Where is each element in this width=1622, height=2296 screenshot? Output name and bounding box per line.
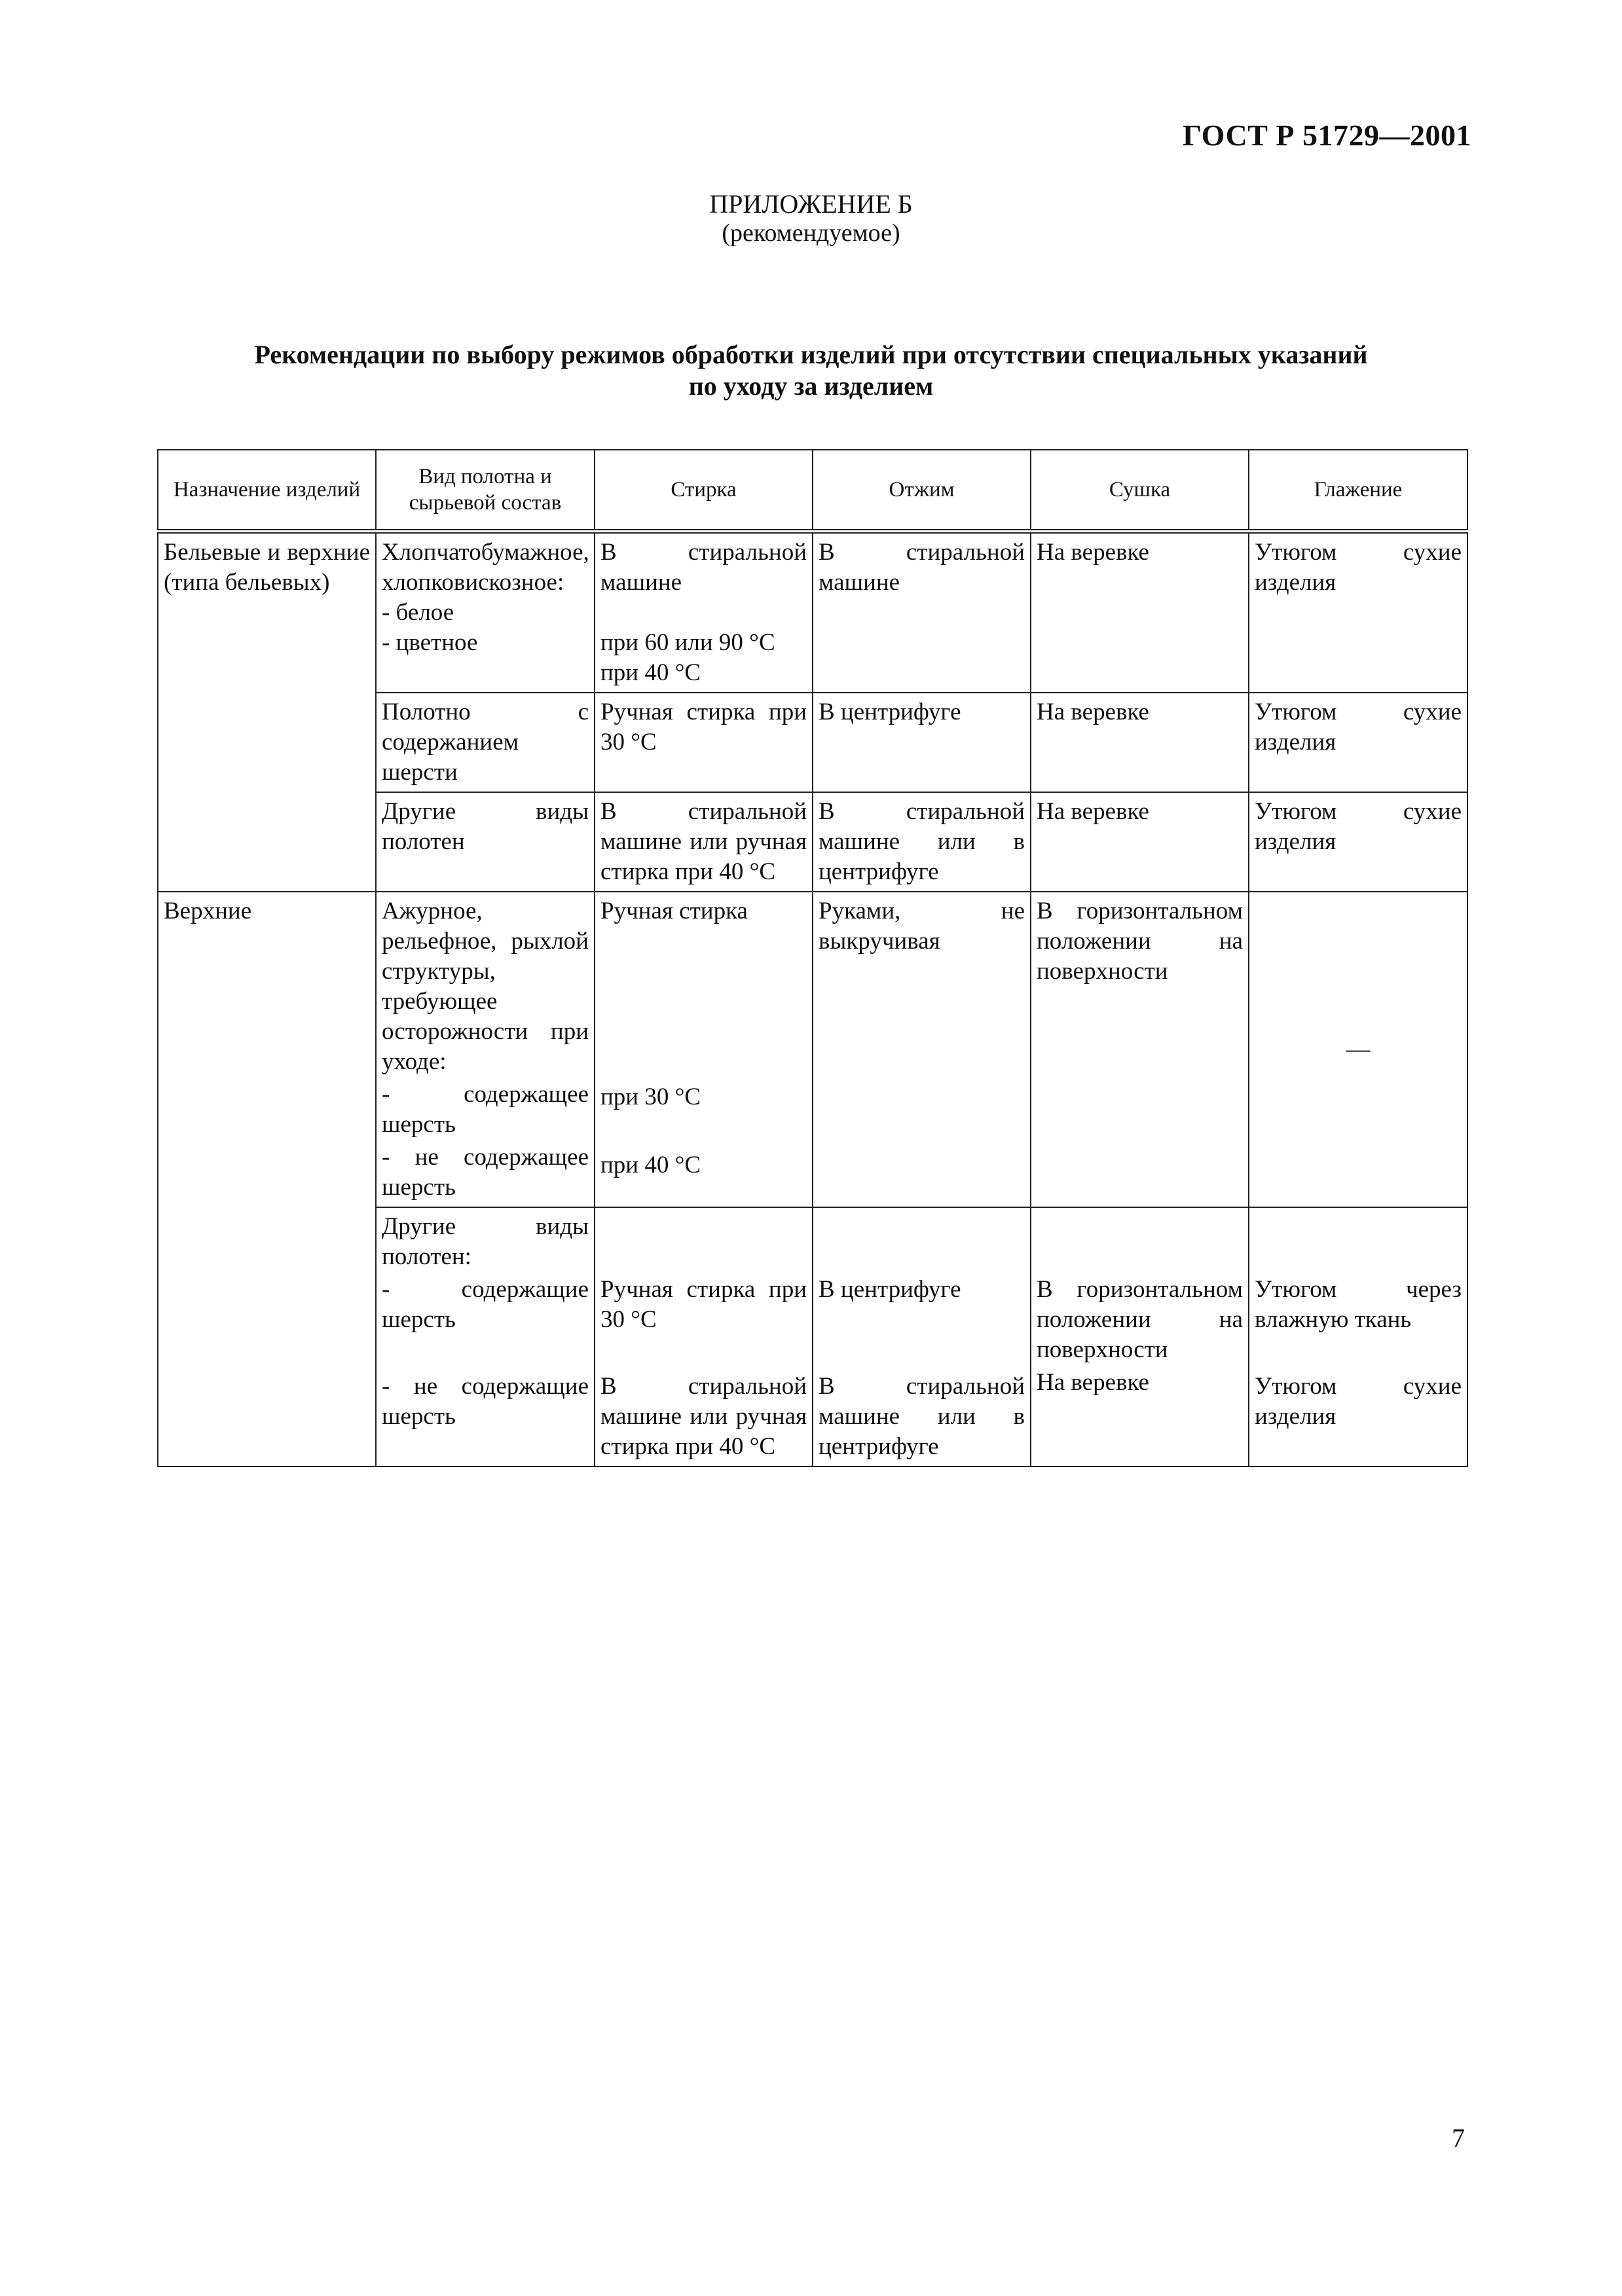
fabric-subitem: - цветное <box>382 629 478 656</box>
drying-cell: На веревке <box>1031 693 1249 792</box>
washing-cell <box>595 532 813 693</box>
drying-cell: В горизонтальном положении на поверхности <box>1031 892 1249 1207</box>
fabric-subitem: - содержащие шерсть <box>382 1276 589 1333</box>
washing-cell <box>595 892 813 1207</box>
ironing-cell: Утюгом сухие изделия <box>1249 532 1467 693</box>
ironing-cell <box>1249 1207 1467 1467</box>
washing-cell <box>595 1207 813 1467</box>
spinning-cell: В стиральной машине или в центрифуге <box>813 792 1031 892</box>
document-title <box>157 339 1465 402</box>
table-row <box>158 532 1467 693</box>
page-number: 7 <box>1452 2123 1465 2153</box>
fabric-cell <box>376 892 595 1207</box>
fabric-cell <box>376 532 595 693</box>
appendix-title: ПРИЛОЖЕНИЕ Б <box>709 189 913 219</box>
column-header-washing: Стирка <box>595 450 813 532</box>
washing-subitem: при 40 °С <box>600 659 701 686</box>
ironing-subitem: Утюгом сухие изделия <box>1255 1373 1462 1430</box>
drying-subitem: В горизонтальном положении на поверхности <box>1037 1276 1243 1363</box>
spinning-subitem: В центрифуге <box>819 1276 961 1303</box>
column-header-ironing: Глажение <box>1249 450 1467 532</box>
column-header-purpose: Назначение изделий <box>158 450 376 532</box>
column-header-fabric: Вид полотна и сырьевой состав <box>376 450 595 532</box>
fabric-subitem: - не содержащие шерсть <box>382 1373 589 1430</box>
drying-cell: На веревке <box>1031 792 1249 892</box>
table-row <box>158 892 1467 1207</box>
appendix-heading <box>0 190 1622 247</box>
washing-subitem: при 40 °С <box>600 1152 701 1178</box>
fabric-cell: Полотно с содержанием шерсти <box>376 693 595 792</box>
drying-subitem: На веревке <box>1037 1369 1149 1396</box>
washing-cell: В стиральной машине или ручная стирка при 40 °С <box>595 792 813 892</box>
spinning-cell: В центрифуге <box>813 693 1031 792</box>
washing-text: Ручная стирка <box>600 898 748 924</box>
document-title-line-1: Рекомендации по выбору режимов обработки изделий при отсутствии специальных указаний <box>254 340 1368 369</box>
column-header-drying: Сушка <box>1031 450 1249 532</box>
fabric-subitem: - содержащее шерсть <box>382 1081 589 1138</box>
drying-cell: На веревке <box>1031 532 1249 693</box>
ironing-subitem: Утюгом через влажную ткань <box>1255 1276 1462 1333</box>
fabric-text: Ажурное, рельефное, рыхлой структуры, требующее осторожности при уходе: <box>382 898 589 1075</box>
fabric-subitem: - белое <box>382 599 454 626</box>
document-title-line-2: по уходу за изделием <box>688 371 934 401</box>
fabric-text: Хлопчатобумажное, хлопковискозное: <box>382 539 589 596</box>
ironing-cell: Утюгом сухие изделия <box>1249 792 1467 892</box>
care-recommendations-table <box>157 449 1468 1467</box>
spinning-cell: Руками, не выкручивая <box>813 892 1031 1207</box>
fabric-cell <box>376 1207 595 1467</box>
column-header-spinning: Отжим <box>813 450 1031 532</box>
spinning-cell: В стиральной машине <box>813 532 1031 693</box>
washing-cell: Ручная стирка при 30 °С <box>595 693 813 792</box>
ironing-cell: — <box>1249 892 1467 1207</box>
washing-subitem: В стиральной машине или ручная стирка при 40 °С <box>600 1373 807 1460</box>
fabric-subitem: - не содержащее шерсть <box>382 1144 589 1201</box>
washing-subitem: при 30 °С <box>600 1084 701 1110</box>
washing-subitem: Ручная стирка при 30 °С <box>600 1276 807 1333</box>
washing-text: В стиральной машине <box>600 539 807 596</box>
spinning-subitem: В стиральной машине или в центрифуге <box>819 1373 1025 1460</box>
document-id: ГОСТ Р 51729—2001 <box>1183 118 1471 152</box>
fabric-text: Другие виды полотен: <box>382 1213 589 1270</box>
spinning-cell <box>813 1207 1031 1467</box>
appendix-subtitle: (рекомендуемое) <box>722 219 900 247</box>
drying-cell <box>1031 1207 1249 1467</box>
purpose-cell: Бельевые и верхние (типа бельевых) <box>158 532 376 892</box>
ironing-cell: Утюгом сухие изделия <box>1249 693 1467 792</box>
table-header-row <box>158 450 1467 532</box>
fabric-cell: Другие виды полотен <box>376 792 595 892</box>
washing-subitem: при 60 или 90 °С <box>600 629 775 656</box>
purpose-cell: Верхние <box>158 892 376 1467</box>
